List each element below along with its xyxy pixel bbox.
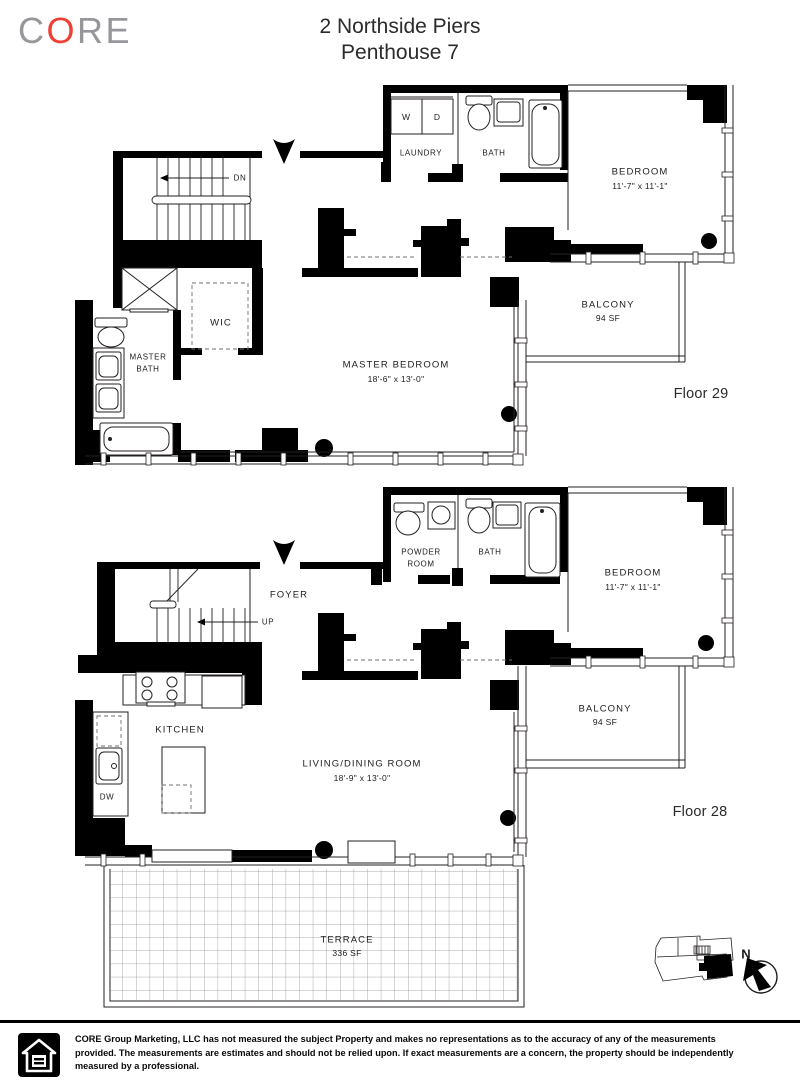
room-dims-master-bedroom: 18'-6" x 13'-0" (367, 374, 425, 384)
keyplan (655, 936, 733, 981)
logo-letter-e: E (105, 10, 133, 51)
room-label-bath-28: BATH (478, 547, 502, 557)
unit-name: Penthouse 7 (341, 41, 459, 64)
bench-strip (152, 850, 232, 862)
floor28-label: Floor 28 (672, 804, 728, 820)
dryer-label: D (433, 112, 441, 122)
building-name: 2 Northside Piers (319, 15, 481, 38)
washer-label: W (401, 112, 411, 122)
room-area-terrace: 336 SF (332, 948, 362, 958)
logo-letter-c: C (18, 10, 47, 51)
room-dims-living-dining: 18'-9" x 13'-0" (333, 773, 391, 783)
stair-direction-up: UP (261, 617, 275, 627)
footer-divider (0, 1020, 800, 1023)
room-dims-bedroom-29: 11'-7" x 11'-1" (612, 181, 668, 191)
column-floor28-c (698, 635, 714, 651)
logo-letter-o: O (46, 10, 78, 51)
disclaimer-text: CORE Group Marketing, LLC has not measured the subject Property and makes no representations as to the accuracy of any of the measurements provided. The measurements are estimates and should not be relied upon. If exact measurements are a concern, the property should be independently measured by a professional. (75, 1034, 734, 1071)
room-label-terrace: TERRACE (320, 934, 374, 946)
powder-toilet-bowl (396, 511, 420, 535)
terrace-door (348, 841, 395, 863)
entry-arrow-floor28 (273, 540, 295, 565)
compass (743, 958, 777, 993)
floor29-stairs (152, 158, 251, 240)
keyplan-unit-highlight (699, 954, 733, 979)
room-label-bedroom-29: BEDROOM (611, 166, 669, 178)
floor29-window-ticks (101, 128, 734, 465)
room-label-laundry: LAUNDRY (399, 148, 443, 158)
column-floor28-a (315, 841, 333, 859)
entry-arrow-floor29 (273, 139, 295, 164)
stair-direction-dn: DN (233, 173, 247, 183)
room-area-balcony-28: 94 SF (592, 717, 618, 727)
bath28-toilet-bowl (468, 507, 490, 533)
column-floor29-c (701, 233, 717, 249)
master-toilet-bowl (98, 327, 124, 347)
stair-rail (152, 196, 251, 204)
equal-housing-icon (18, 1033, 60, 1077)
room-label-master-bedroom: MASTER BEDROOM (342, 359, 450, 371)
room-label-bath-29: BATH (482, 148, 506, 158)
bath29-toilet-bowl (468, 104, 490, 130)
room-label-master-bath: MASTER BATH (129, 352, 167, 373)
dn-arrowhead (160, 175, 168, 182)
logo-letter-r: R (77, 10, 106, 51)
north-label: N (741, 946, 751, 962)
room-label-foyer: FOYER (269, 589, 309, 601)
room-label-powder-room: POWDER ROOM (401, 547, 441, 568)
room-label-kitchen: KITCHEN (155, 724, 205, 736)
room-dims-bedroom-28: 11'-7" x 11'-1" (605, 582, 661, 592)
column-floor29-a (315, 439, 333, 457)
room-label-balcony-29: BALCONY (581, 299, 635, 311)
kitchen-island (162, 747, 205, 813)
master-toilet-tank (95, 318, 127, 327)
room-label-balcony-28: BALCONY (578, 703, 632, 715)
floor29-label: Floor 29 (673, 386, 729, 402)
room-label-bedroom-28: BEDROOM (604, 567, 662, 579)
wic-outline (192, 283, 248, 349)
room-label-wic: WIC (210, 317, 232, 329)
terrace-grid (110, 869, 518, 1001)
dishwasher-label: DW (99, 792, 115, 802)
room-label-living-dining: LIVING/DINING ROOM (302, 758, 422, 770)
floor28-stairs (150, 569, 245, 642)
column-floor29-b (501, 406, 517, 422)
room-area-balcony-29: 94 SF (595, 313, 621, 323)
stair-rail-28 (150, 601, 176, 608)
fridge (202, 676, 242, 708)
